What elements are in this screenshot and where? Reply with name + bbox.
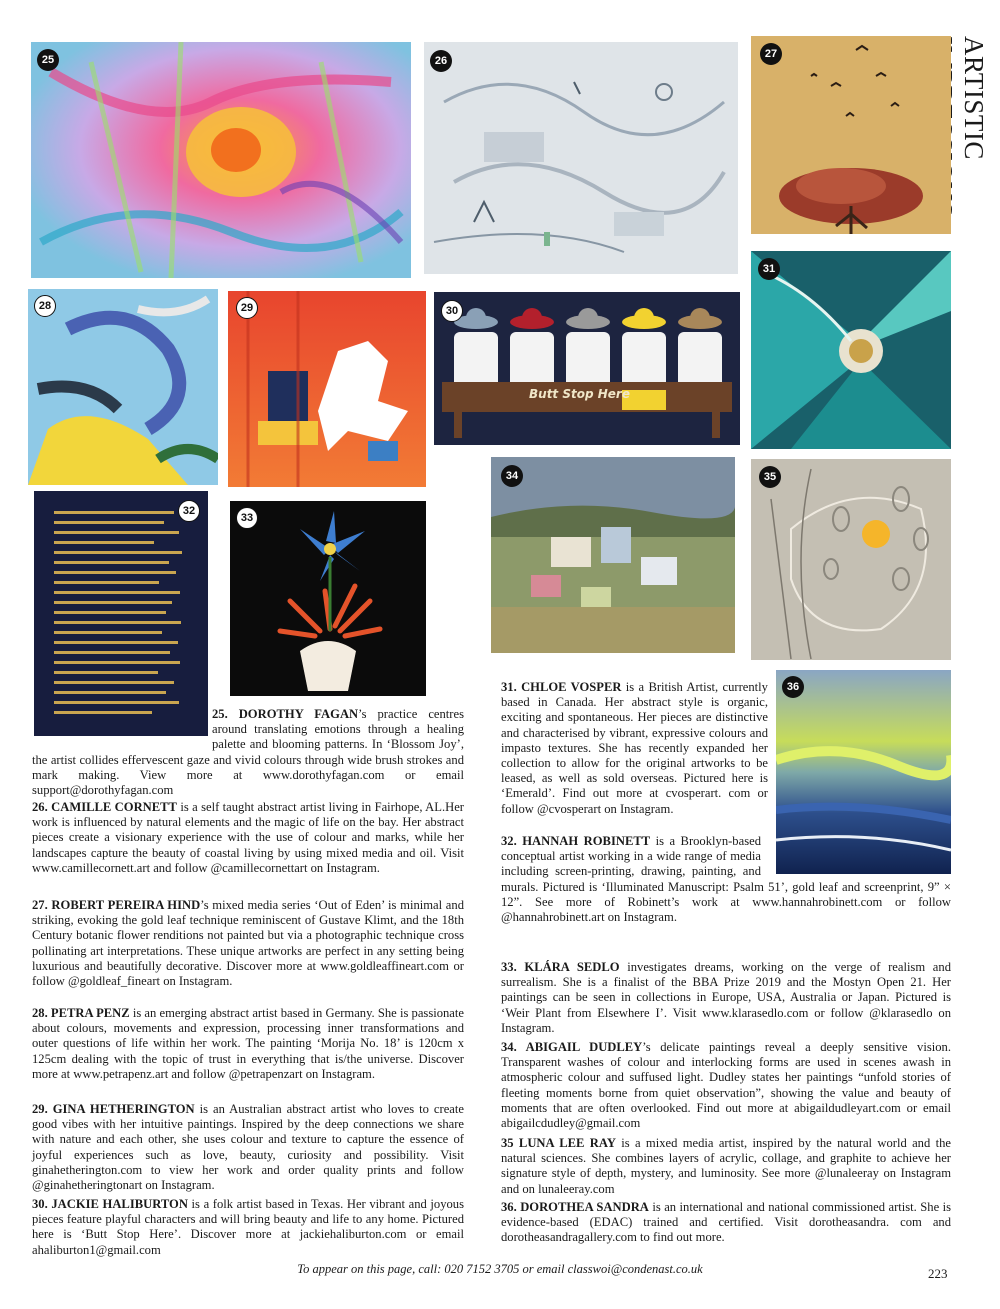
entry-33-heading: 33. KLÁRA SEDLO <box>501 960 620 974</box>
artwork-35-image <box>751 459 951 660</box>
entry-31 <box>501 680 768 817</box>
entry-32-heading: 32. HANNAH ROBINETT <box>501 834 651 848</box>
entry-25-text: ’s practice centres around translating emotions through a healing palette and blooming patterns. In ‘Blossom Joy’, the artist collides effervescent gaze and vivid colours through wide brush strokes and mark making. View more at www.dorothyfagan.com or email support@dorothyfagan.com <box>32 707 464 798</box>
entry-35-heading: 35 LUNA LEE RAY <box>501 1136 616 1150</box>
entry-32 <box>501 834 951 925</box>
page-number: 223 <box>928 1266 948 1281</box>
entry-33 <box>501 960 951 1036</box>
entry-35 <box>501 1136 951 1197</box>
artwork-30-image <box>434 292 740 445</box>
artwork-27-image <box>751 36 951 234</box>
entry-34-text: ’s delicate paintings reveal a deeply sensitive vision. Transparent washes of colour and interlocking forms are used in scenes awash in atmospheric colour and suffused light. Dudley states her paintings “unfold stories of fleeting moments borne from quiet observation”, showing the value and beauty of moments that are often overlooked. Find out more at abigaildudleyart.com or email abigailcdudley@gmail.com <box>501 1040 951 1131</box>
entry-30-text: is a folk artist based in Texas. Her vibrant and joyous pieces feature playful characters and will bring beauty and life to any home. Pictured here is ‘Butt Stop Here’. Discover more at jackiehaliburton.com or email ahaliburton1@gmail.com <box>32 1197 464 1257</box>
entry-27 <box>32 898 464 989</box>
section-title: ARTISTIC <box>959 36 989 160</box>
artwork-28-image <box>28 289 218 485</box>
artwork-26-number: 26 <box>430 50 452 72</box>
artwork-31-image <box>751 251 951 449</box>
artwork-33-image <box>230 501 426 696</box>
artwork-34-number: 34 <box>501 465 523 487</box>
entry-29-heading: 29. GINA HETHERINGTON <box>32 1102 195 1116</box>
entry-36 <box>501 1200 951 1246</box>
artwork-29-image <box>228 291 426 487</box>
artwork-27-number: 27 <box>760 43 782 65</box>
entry-31-text: is a British Artist, currently based in Canada. Her abstract style is organic, exciting and spontaneous. Her pieces are distinctive and characterised by vibrant, expressive colours and impasto textures. She has recently expanded her collection to allow for the original artworks to be leased, as well as sold overseas. Pictured here is ‘Emerald’. Find out more at cvosperart. com or follow @cvosperart on Instagram. <box>501 680 768 816</box>
entry-31-heading: 31. CHLOE VOSPER <box>501 680 622 694</box>
artwork-36-number: 36 <box>782 676 804 698</box>
entry-29-text: is an Australian abstract artist who loves to create good vibes with her intuitive paintings. Inspired by the deep connections we share with nature and each other, she uses colour and texture to capture the essence of joyful experiences such as love, beauty, curiosity and possibility. Visit ginahetherington.com to view her work and order quality prints and follow @ginahetheringtonart on Instagram. <box>32 1102 464 1193</box>
artwork-28-number: 28 <box>34 295 56 317</box>
entry-26-text: is a self taught abstract artist living in Fairhope, AL.Her work is influenced by natural elements and the magic of life on the bay. Her abstract pieces create a visionary experience with the use of colour and marks, while her landscapes capture the beauty of coastal living by using mixed media and oil. Visit www.camillecornett.art and follow @camillecornettart on Instagram. <box>32 800 464 875</box>
entry-35-text: is a mixed media artist, inspired by the natural world and the natural sciences. She combines layers of acrylic, collage, and graphite to achieve her signature style of depth, mystery, and luminosity. See more @lunaleeray on Instagram and on lunaleeray.com <box>501 1136 951 1196</box>
entry-27-heading: 27. ROBERT PEREIRA HIND <box>32 898 201 912</box>
entry-27-text: ’s mixed media series ‘Out of Eden’ is minimal and striking, evoking the gold leaf technique reminiscent of Gustave Klimt, and the 18th Century botanic flower renditions not painted but via a photographic technique cross pollinating art interpretations. These unique artworks are perfect in any setting being luxurious and beautifully decorative. Discover more at www.goldleaffineart.com or follow @goldleaf_fineart on Instagram. <box>32 898 464 989</box>
entry-25-heading: 25. DOROTHY FAGAN <box>212 707 359 721</box>
artwork-29-number: 29 <box>236 297 258 319</box>
artwork-31-number: 31 <box>758 258 780 280</box>
entry-25 <box>32 707 464 798</box>
entry-34-heading: 34. ABIGAIL DUDLEY <box>501 1040 643 1054</box>
entry-33-text: investigates dreams, working on the verge of realism and surrealism. She is a finalist of the BBA Prize 2019 and the Mostyn Open 21. Her paintings can be seen in collections in Europe, USA, Australia or Japan. Pictured is ‘Weir Plant from Elsewhere I’. Visit www.klarasedlo.com or follow @klarasedlo on Instagram. <box>501 960 951 1035</box>
entry-26 <box>32 800 464 876</box>
entry-26-heading: 26. CAMILLE CORNETT <box>32 800 177 814</box>
artwork-34-image <box>491 457 735 653</box>
footer-contact: To appear on this page, call: 020 7152 3705 or email classwoi@condenast.co.uk <box>297 1262 703 1276</box>
artwork-26-image <box>424 42 738 274</box>
entry-34 <box>501 1040 951 1131</box>
entry-29 <box>32 1102 464 1193</box>
entry-28-text: is an emerging abstract artist based in Germany. She is passionate about colours, movements and expression, processing inner transformations and outer questions of life within her work. The painting ‘Morija No. 18’ is 120cm x 125cm dealing with the topic of trust in everything that is/the universe. Discover more at www.petrapenz.art and follow @petrapenzart on Instagram. <box>32 1006 464 1081</box>
artwork-35-number: 35 <box>759 466 781 488</box>
artwork-30-bench-text: Butt Stop Here <box>529 387 630 401</box>
artwork-30-number: 30 <box>441 300 463 322</box>
entry-28 <box>32 1006 464 1082</box>
artwork-25-number: 25 <box>37 49 59 71</box>
entry-36-text: is an international and national commissioned artist. She is evidence-based (EDAC) trained and certified. Visit dorotheasandra. com and dorotheasandragallery.com to find out more. <box>501 1200 952 1245</box>
entry-30-heading: 30. JACKIE HALIBURTON <box>32 1197 188 1211</box>
entry-32-text: is a Brooklyn-based conceptual artist working in a wide range of media including screen-printing, drawing, painting, and murals. Pictured is ‘Illuminated Manuscript: Psalm 51’, gold leaf and screenprint, 9” × 12”. See more of Robinett’s work at www.hannahrobinett.com or follow @hannahrobinett.art on Instagram. <box>501 834 951 925</box>
entry-30 <box>32 1197 464 1258</box>
artwork-32-image <box>34 491 208 736</box>
entry-36-heading: 36. DOROTHEA SANDRA <box>501 1200 649 1214</box>
artwork-33-number: 33 <box>236 507 258 529</box>
artwork-32-number: 32 <box>178 500 200 522</box>
artwork-25-image <box>31 42 411 278</box>
entry-28-heading: 28. PETRA PENZ <box>32 1006 130 1020</box>
